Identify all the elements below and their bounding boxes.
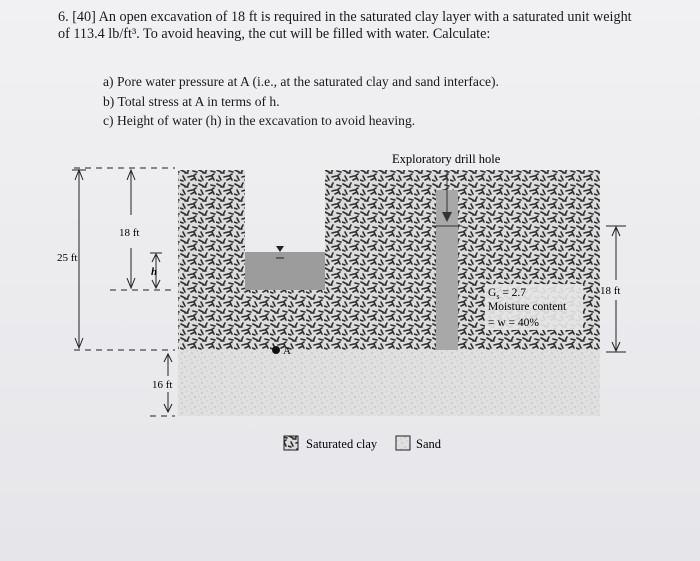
gs-label: $G_s = 2.7$ bbox=[488, 287, 527, 301]
dim-16ft: 16 ft bbox=[152, 379, 173, 391]
part-a: a) Pore water pressure at A (i.e., at the saturated clay and sand interface). bbox=[103, 74, 499, 89]
dim-25ft: 25 ft bbox=[57, 252, 78, 264]
problem-line-1: 6. [40] An open excavation of 18 ft is required in the saturated clay layer with a saturated unit weight bbox=[58, 9, 632, 25]
legend-clay-label: Saturated clay bbox=[306, 437, 378, 451]
dim-18ft-left: 18 ft bbox=[119, 227, 140, 239]
drill-hole-label: Exploratory drill hole bbox=[392, 152, 501, 166]
moisture-value: = w = 40% bbox=[488, 317, 539, 329]
point-a-label: A bbox=[283, 345, 291, 357]
part-c: c) Height of water (h) in the excavation to avoid heaving. bbox=[103, 113, 416, 128]
legend-clay-swatch bbox=[284, 436, 298, 450]
sand-layer bbox=[178, 350, 600, 416]
water-level-marker bbox=[276, 246, 284, 252]
moisture-label: Moisture content bbox=[488, 301, 567, 313]
part-b: b) Total stress at A in terms of h. bbox=[103, 93, 280, 109]
legend-sand-swatch bbox=[396, 436, 410, 450]
legend-sand-label: Sand bbox=[416, 437, 441, 451]
dim-h: h bbox=[151, 266, 158, 278]
point-a-marker bbox=[272, 346, 280, 354]
dim-18ft-right: 18 ft bbox=[600, 285, 621, 297]
problem-line-2: of 113.4 lb/ft³. To avoid heaving, the cut will be filled with water. Calculate: bbox=[58, 26, 491, 42]
excavation-water bbox=[245, 252, 325, 290]
